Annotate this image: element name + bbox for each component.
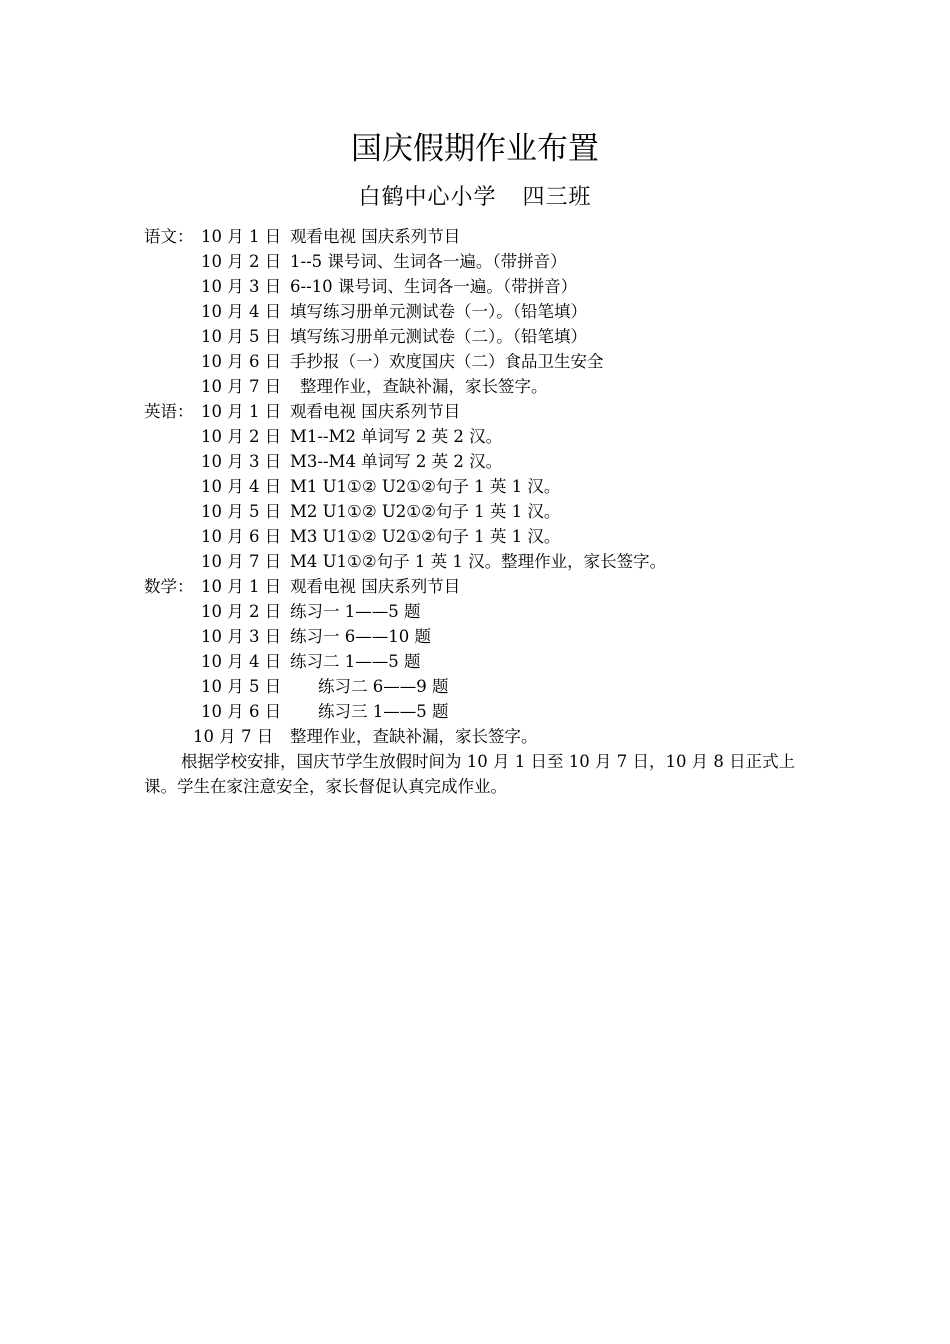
list-item — [144, 574, 814, 599]
class-name: 四三班 — [522, 185, 592, 210]
date-label: 10 月 7 日 — [201, 377, 282, 396]
list-item — [144, 699, 814, 724]
list-item — [144, 299, 814, 324]
task-text: M2 U1①② U2①②句子 1 英 1 汉。 — [290, 502, 561, 521]
task-text: 填写练习册单元测试卷（二）。（铅笔填） — [290, 327, 587, 346]
date-label: 10 月 2 日 — [201, 427, 282, 446]
date-label: 10 月 5 日 — [201, 502, 282, 521]
page-subtitle — [0, 183, 950, 213]
task-text: 练习三 1——5 题 — [318, 702, 449, 721]
task-text: 整理作业，查缺补漏，家长签字。 — [290, 727, 538, 746]
homework-content — [144, 224, 814, 799]
subject-section-english — [144, 399, 814, 574]
date-label: 10 月 6 日 — [201, 702, 282, 721]
list-item — [144, 349, 814, 374]
list-item — [144, 649, 814, 674]
list-item — [144, 274, 814, 299]
date-label: 10 月 4 日 — [201, 477, 282, 496]
task-text: 观看电视 国庆系列节目 — [290, 577, 461, 596]
date-label: 10 月 7 日 — [193, 727, 274, 746]
date-label: 10 月 1 日 — [201, 227, 282, 246]
task-text: M3 U1①② U2①②句子 1 英 1 汉。 — [290, 527, 561, 546]
list-item — [144, 599, 814, 624]
list-item — [144, 374, 814, 399]
date-label: 10 月 4 日 — [201, 302, 282, 321]
page-title: 国庆假期作业布置 — [351, 131, 599, 167]
list-item — [144, 499, 814, 524]
list-item — [144, 224, 814, 249]
task-text: M1 U1①② U2①②句子 1 英 1 汉。 — [290, 477, 561, 496]
task-text: 整理作业，查缺补漏，家长签字。 — [300, 377, 548, 396]
date-label: 10 月 5 日 — [201, 327, 282, 346]
list-item — [144, 249, 814, 274]
date-label: 10 月 1 日 — [201, 402, 282, 421]
date-label: 10 月 3 日 — [201, 277, 282, 296]
subject-section-math — [144, 574, 814, 749]
subject-label: 数学： — [144, 577, 194, 596]
list-item — [144, 624, 814, 649]
list-item — [144, 724, 814, 749]
date-label: 10 月 4 日 — [201, 652, 282, 671]
list-item — [144, 474, 814, 499]
date-label: 10 月 6 日 — [201, 527, 282, 546]
task-text: 1--5 课号词、生词各一遍。（带拼音） — [290, 252, 567, 271]
list-item — [144, 399, 814, 424]
subject-section-chinese — [144, 224, 814, 399]
task-text: 观看电视 国庆系列节目 — [290, 227, 461, 246]
date-label: 10 月 7 日 — [201, 552, 282, 571]
date-label: 10 月 3 日 — [201, 452, 282, 471]
task-text: M4 U1①②句子 1 英 1 汉。整理作业，家长签字。 — [290, 552, 667, 571]
task-text: 练习二 6——9 题 — [318, 677, 449, 696]
date-label: 10 月 3 日 — [201, 627, 282, 646]
subject-label: 英语： — [144, 402, 194, 421]
task-text: M3--M4 单词写 2 英 2 汉。 — [290, 452, 503, 471]
list-item — [144, 674, 814, 699]
task-text: 6--10 课号词、生词各一遍。（带拼音） — [290, 277, 578, 296]
task-text: 填写练习册单元测试卷（一）。（铅笔填） — [290, 302, 587, 321]
date-label: 10 月 2 日 — [201, 252, 282, 271]
date-label: 10 月 1 日 — [201, 577, 282, 596]
list-item — [144, 449, 814, 474]
date-label: 10 月 5 日 — [201, 677, 282, 696]
date-label: 10 月 6 日 — [201, 352, 282, 371]
list-item — [144, 549, 814, 574]
task-text: 观看电视 国庆系列节目 — [290, 402, 461, 421]
school-name: 白鹤中心小学 — [358, 185, 497, 210]
task-text: 手抄报（一）欢度国庆（二）食品卫生安全 — [290, 352, 604, 371]
notice-paragraph: 根据学校安排，国庆节学生放假时间为 10 月 1 日至 10 月 7 日，10 月 8 日正式上课。学生在家注意安全，家长督促认真完成作业。 — [144, 752, 796, 796]
task-text: 练习一 1——5 题 — [290, 602, 421, 621]
list-item — [144, 424, 814, 449]
list-item — [144, 524, 814, 549]
task-text: 练习一 6——10 题 — [290, 627, 431, 646]
task-text: M1--M2 单词写 2 英 2 汉。 — [290, 427, 503, 446]
task-text: 练习二 1——5 题 — [290, 652, 421, 671]
list-item — [144, 324, 814, 349]
subject-label: 语文： — [144, 227, 194, 246]
date-label: 10 月 2 日 — [201, 602, 282, 621]
